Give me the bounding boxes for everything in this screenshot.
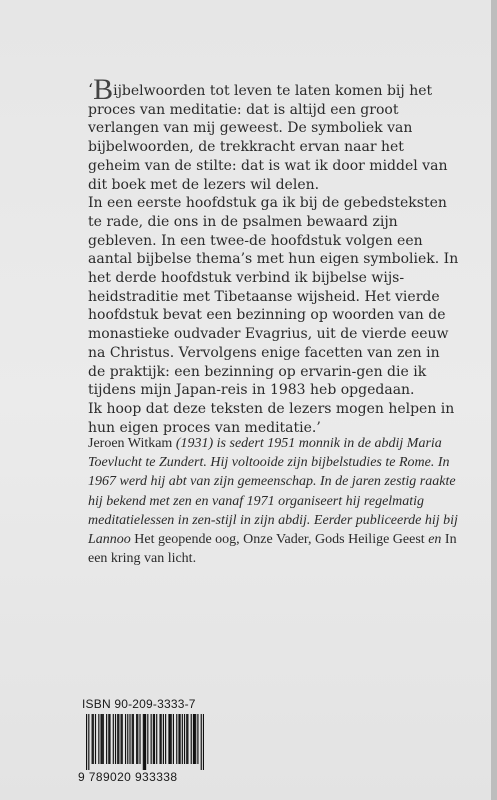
- barcode-bar: [168, 714, 169, 764]
- author-name: Jeroen Witkam: [88, 436, 173, 451]
- barcode-bar: [125, 714, 126, 764]
- book-title-3: Gods Heilige Geest: [315, 532, 425, 548]
- barcode-bar: [182, 714, 183, 764]
- barcode-bar: [102, 714, 103, 764]
- barcode-bar: [186, 714, 187, 764]
- barcode-bar: [117, 714, 118, 764]
- blurb-paragraph-3: Ik hoop dat deze teksten de lezers mogen helpen in hun eigen proces van meditatie.’: [88, 400, 455, 436]
- barcode-bar: [165, 714, 166, 764]
- barcode-bar: [147, 714, 148, 764]
- barcode-bar: [169, 714, 170, 764]
- barcode-bar: [178, 714, 179, 764]
- barcode-bar: [93, 714, 94, 764]
- barcode-bar: [92, 714, 93, 764]
- barcode-bar: [115, 714, 116, 764]
- drop-cap: B: [93, 73, 114, 106]
- barcode-bar: [180, 714, 181, 764]
- barcode-image: [86, 714, 204, 776]
- barcode-bar: [203, 714, 204, 770]
- barcode-bar: [133, 714, 134, 764]
- barcode-bar: [144, 714, 145, 770]
- barcode-bar: [98, 714, 99, 764]
- isbn-label: ISBN 90-209-3333-7: [82, 697, 196, 711]
- barcode-digits: 9 789020 933338: [78, 770, 178, 784]
- barcode-bar: [88, 714, 89, 770]
- barcode-bar: [187, 714, 188, 764]
- book-title-1: Het geopende oog: [134, 532, 237, 548]
- barcode-bar: [153, 714, 154, 764]
- barcode-bars: [86, 714, 204, 770]
- barcode-bar: [127, 714, 128, 764]
- barcode-bar: [191, 714, 192, 764]
- blurb-paragraph-1-text: ijbelwoorden tot leven te laten komen bij het proces van meditatie: dat is altijd een groot verlangen van mij geweest. De symboliek van bijbelwoorden, de trekkracht ervan naar het geheim van de stilte: dat is wat ik door middel van dit boek met de lezers wil delen.: [88, 83, 448, 193]
- barcode-bar: [184, 714, 185, 764]
- barcode-bar: [100, 714, 101, 764]
- barcode-bar: [132, 714, 133, 764]
- barcode-bar: [171, 714, 172, 764]
- bio-text: (1931) is sedert 1951 monnik in de abdij Maria Toevlucht te Zundert. Hij voltooide zijn bijbelstudies te Rome. In 1967 werd hij abt van zijn gemeenschap. In de jaren zestig raakte hij bekend met zen en vanaf 1971 organiseert hij regelmatig meditatielessen in zen-stijl in zijn abdij. Eerder publiceerde hij bij Lannoo: [88, 436, 458, 548]
- book-title-4: In een kring van licht: [88, 532, 457, 567]
- barcode-bar: [161, 714, 162, 764]
- barcode-bar: [137, 714, 138, 764]
- barcode-bar: [151, 714, 152, 764]
- barcode-bar: [103, 714, 104, 764]
- barcode-bar: [113, 714, 114, 764]
- separator: ,: [236, 532, 244, 548]
- barcode-bar: [136, 714, 137, 764]
- blurb-paragraph-1: [88, 73, 460, 194]
- barcode-bar: [95, 714, 96, 764]
- period: .: [192, 551, 197, 567]
- barcode-bar: [109, 714, 110, 764]
- barcode-bar: [139, 714, 140, 764]
- blurb-text: [88, 73, 460, 437]
- opening-quote: ‘: [88, 80, 94, 99]
- barcode-bar: [193, 714, 194, 764]
- barcode-bar: [122, 714, 123, 764]
- barcode-bar: [129, 714, 130, 764]
- barcode-bar: [197, 714, 198, 764]
- barcode-bar: [176, 714, 177, 764]
- barcode-bar: [159, 714, 160, 764]
- author-bio: [88, 434, 460, 568]
- barcode-bar: [173, 714, 174, 764]
- barcode-bar: [145, 714, 146, 770]
- barcode-bar: [143, 714, 144, 770]
- barcode-bar: [154, 714, 155, 764]
- barcode-bar: [194, 714, 195, 764]
- separator: en: [424, 532, 445, 548]
- barcode-bar: [118, 714, 119, 764]
- barcode-bar: [195, 714, 196, 764]
- barcode-bar: [201, 714, 202, 770]
- barcode-bar: [163, 714, 164, 764]
- book-title-2: Onze Vader: [243, 532, 309, 548]
- barcode-bar: [86, 714, 87, 770]
- blurb-paragraph-2: In een eerste hoofdstuk ga ik bij de gebedsteksten te rade, die ons in de psalmen bewaard zijn gebleven. In een twee-de hoofdstuk volgen een aantal bijbelse thema’s met hun eigen symboliek. In het derde hoofdstuk verbind ik bijbelse wijs-heidstraditie met Tibetaanse wijsheid. Het vierde hoofdstuk bevat een bezinning op woorden van de monastieke oudvader Evagrius, uit de vierde eeuw na Christus. Vervolgens enige facetten van zen in de praktijk: een bezinning op ervarin-gen die ik tijdens mijn Japan-reis in 1983 heb opgedaan.: [88, 195, 459, 399]
- barcode-bar: [156, 714, 157, 764]
- barcode-bar: [108, 714, 109, 764]
- barcode-bar: [121, 714, 122, 764]
- barcode-bar: [106, 714, 107, 764]
- separator: ,: [308, 532, 316, 548]
